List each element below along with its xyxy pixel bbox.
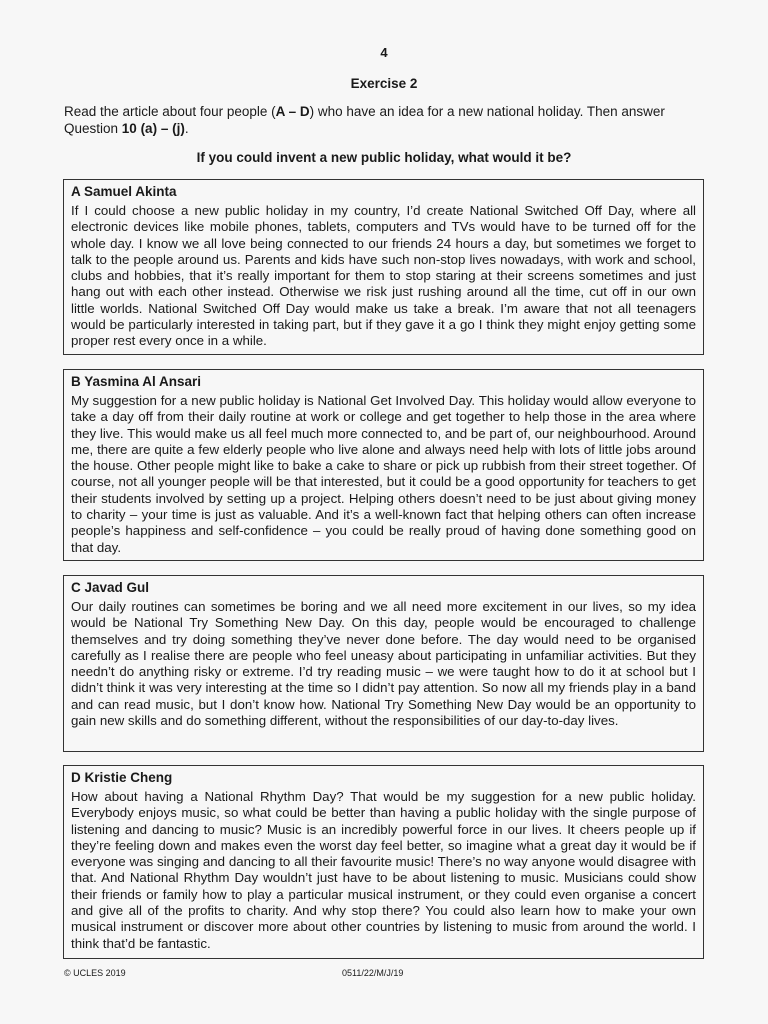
entry-text: If I could choose a new public holiday in my country, I’d create National Switched Off Day, where all electronic devices like mobile phones, tablets, computers and TVs would have to be turned off for the whole day. I know we all love being connected to our friends 24 hours a day, but sometimes we forget to talk to the people around us. Parents and kids have such non-stop lives nowadays, with work and school, clubs and hobbies, that it’s really important for them to stop staring at their screens sometimes and just hang out with each other instead. Otherwise we risk just rushing around all the time, cut off in our own little worlds. National Switched Off Day would make us take a break. I’m aware that not all teenagers would be particularly interested in taking part, but if they gave it a go I think they might enjoy getting some proper rest every once in a while. (71, 203, 696, 349)
instructions-range: A – D (275, 104, 310, 119)
page-number: 4 (380, 45, 388, 60)
entry-box-a (63, 179, 704, 355)
instructions-text: Read the article about four people ( (64, 104, 276, 119)
footer-copyright: © UCLES 2019 (64, 968, 126, 978)
entry-text: Our daily routines can sometimes be boring and we all need more excitement in our lives, so my idea would be National Try Something New Day. On this day, people would be encouraged to challenge themselves and try doing something they’ve never done before. The day would need to be organised carefully as I realise there are people who feel uneasy about participating in unfamiliar activities. But they needn’t do anything risky or extreme. I’d try reading music – we were taught how to do it at school but I didn’t think it was very interesting at the time so I didn’t pay attention. So now all my friends play in a band and can read music, but I don’t know how. National Try Something New Day would be an opportunity to gain new skills and do something different, without the responsibilities of our day-to-day lives. (71, 599, 696, 729)
entry-box-d (63, 765, 704, 959)
entry-title: A Samuel Akinta (71, 184, 177, 199)
entry-text: How about having a National Rhythm Day? That would be my suggestion for a new public holiday. Everybody enjoys music, so what could be better than having a public holiday with the single purpose of listening and dancing to music? Music is an incredibly powerful force in our lives. It cheers people up if they’re feeling down and makes even the worst day feel better, so imagine what a great day it would be if everyone was singing and dancing to all their favourite music! There’s no way anyone would disagree with that. And National Rhythm Day wouldn’t just have to be about listening to music. Musicians could show their friends or family how to play a particular musical instrument, or they could even organise a concert and give all of the profits to charity. And why stop there? You could also learn how to make your own musical instrument or discover more about other countries by listening to music from around the world. I think that’d be fantastic. (71, 789, 696, 951)
exercise-title: Exercise 2 (350, 76, 418, 91)
instructions (64, 103, 714, 137)
instructions-question-ref: 10 (a) – (j) (121, 121, 185, 136)
entry-box-c (63, 575, 704, 752)
entry-title: C Javad Gul (71, 580, 150, 595)
instructions-text: ) who have an idea for a new national holiday. Then answer Question (64, 104, 665, 136)
entry-title: D Kristie Cheng (71, 770, 173, 785)
instructions-text: . (184, 121, 189, 136)
entry-box-b (63, 369, 704, 561)
entry-text: My suggestion for a new public holiday is National Get Involved Day. This holiday would allow everyone to take a day off from their daily routine at work or college and get together to help those in the area where they live. This would make us all feel much more connected to, and be part of, our neighbourhood. Around me, there are quite a few elderly people who live alone and always need help with lots of little jobs around the house. Other people might like to bake a cake to share or pick up rubbish from their street together. Of course, not all younger people will be that interested, but it could be a good opportunity for teachers to get their students involved by setting up a project. Helping others doesn’t need to be just about giving money to charity – your time is just as valuable. And it’s a well-known fact that helping others can often increase people’s happiness and self-confidence – you could be really proud of having done something good on that day. (71, 393, 696, 555)
footer-paper-code: 0511/22/M/J/19 (342, 968, 404, 978)
entry-title: B Yasmina Al Ansari (71, 374, 202, 389)
article-question-heading: If you could invent a new public holiday, what would it be? (196, 150, 572, 165)
